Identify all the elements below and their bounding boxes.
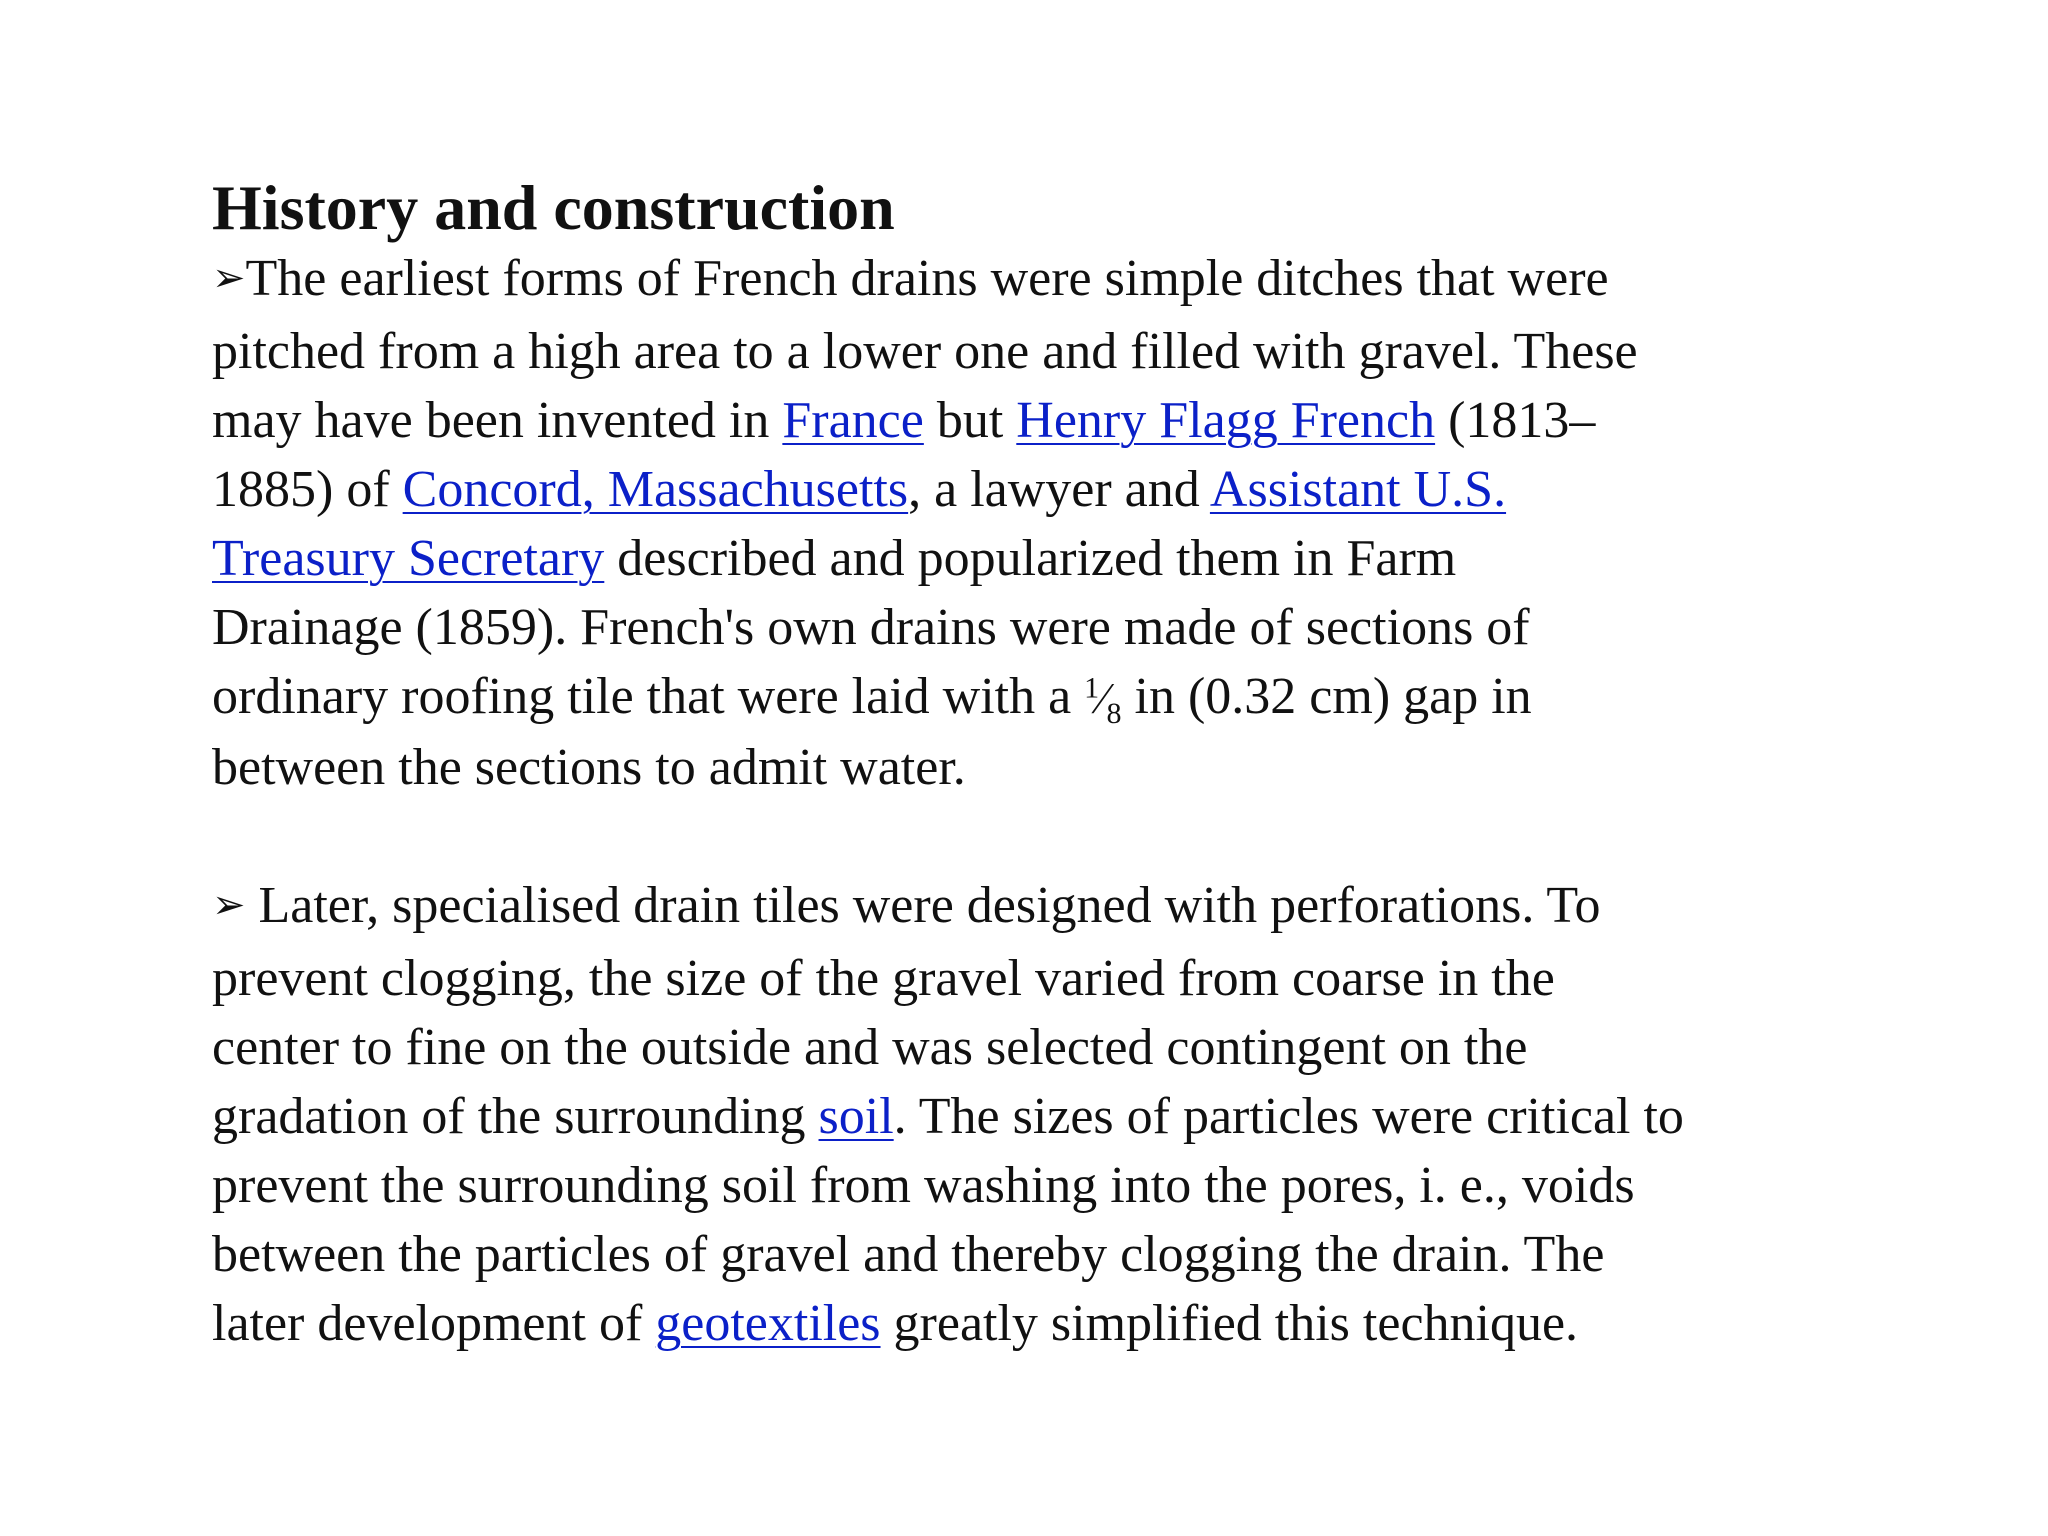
fraction-one-eighth (1084, 671, 1122, 730)
link-henry-flagg-french[interactable]: Henry Flagg French (1016, 392, 1436, 449)
text-run: prevent clogging, the size of the gravel varied from coarse in the (212, 950, 1555, 1007)
link-assistant-us-treasury-secretary-cont[interactable]: Treasury Secretary (212, 530, 605, 587)
text-line (212, 593, 1912, 662)
text-run: described and popularized them in Farm (604, 530, 1457, 587)
text-line (212, 524, 1912, 593)
text-run: may have been invented in (212, 392, 783, 449)
text-run: The earliest forms of French drains were simple ditches that were (245, 250, 1609, 307)
text-run: ordinary roofing tile that were laid with a (212, 668, 1085, 725)
text-run: , a lawyer and (908, 461, 1210, 518)
text-run: . The sizes of particles were critical to (893, 1088, 1684, 1145)
slide-title: History and construction (212, 172, 895, 243)
paragraph-spacer (212, 802, 1912, 871)
text-run: center to fine on the outside and was selected contingent on the (212, 1019, 1528, 1076)
text-line (212, 662, 1912, 733)
text-line (212, 871, 1912, 944)
fraction-numerator: 1 (1084, 671, 1100, 705)
text-run: 1885) of (212, 461, 403, 518)
text-line (212, 455, 1912, 524)
text-line (212, 386, 1912, 455)
text-run: prevent the surrounding soil from washing into the pores, i. e., voids (212, 1157, 1635, 1214)
link-assistant-us-treasury-secretary[interactable]: Assistant U.S. (1209, 461, 1507, 518)
link-geotextiles[interactable]: geotextiles (655, 1295, 881, 1352)
text-line (212, 1082, 1912, 1151)
text-line (212, 1151, 1912, 1220)
text-run: later development of (212, 1295, 656, 1352)
text-run: (1813– (1435, 392, 1596, 449)
slide-content (212, 172, 1912, 1358)
text-line (212, 317, 1912, 386)
text-line (212, 244, 1912, 317)
text-run: between the particles of gravel and thereby clogging the drain. The (212, 1226, 1605, 1283)
text-line (212, 1289, 1912, 1358)
text-line (212, 944, 1912, 1013)
text-run: Drainage (1859). French's own drains were made of sections of (212, 599, 1530, 656)
arrowhead-bullet-icon: ➢ (212, 255, 246, 301)
text-run: in (0.32 cm) gap in (1121, 668, 1532, 725)
text-run: but (923, 392, 1017, 449)
paragraph-later-development (212, 871, 1912, 1358)
paragraph-history (212, 244, 1912, 802)
text-line (212, 1220, 1912, 1289)
text-line (212, 733, 1912, 802)
text-run: pitched from a high area to a lower one and filled with gravel. These (212, 323, 1638, 380)
link-concord-massachusetts[interactable]: Concord, Massachusetts (402, 461, 909, 518)
fraction-slash: ⁄ (1099, 674, 1107, 723)
text-run: greatly simplified this technique. (880, 1295, 1579, 1352)
text-line (212, 1013, 1912, 1082)
link-france[interactable]: France (782, 392, 924, 449)
fraction-denominator: 8 (1106, 696, 1122, 730)
link-soil[interactable]: soil (818, 1088, 894, 1145)
text-run: gradation of the surrounding (212, 1088, 819, 1145)
text-run: between the sections to admit water. (212, 739, 966, 796)
arrowhead-bullet-icon: ➢ (212, 882, 246, 928)
text-run: Later, specialised drain tiles were designed with perforations. To (245, 877, 1601, 934)
